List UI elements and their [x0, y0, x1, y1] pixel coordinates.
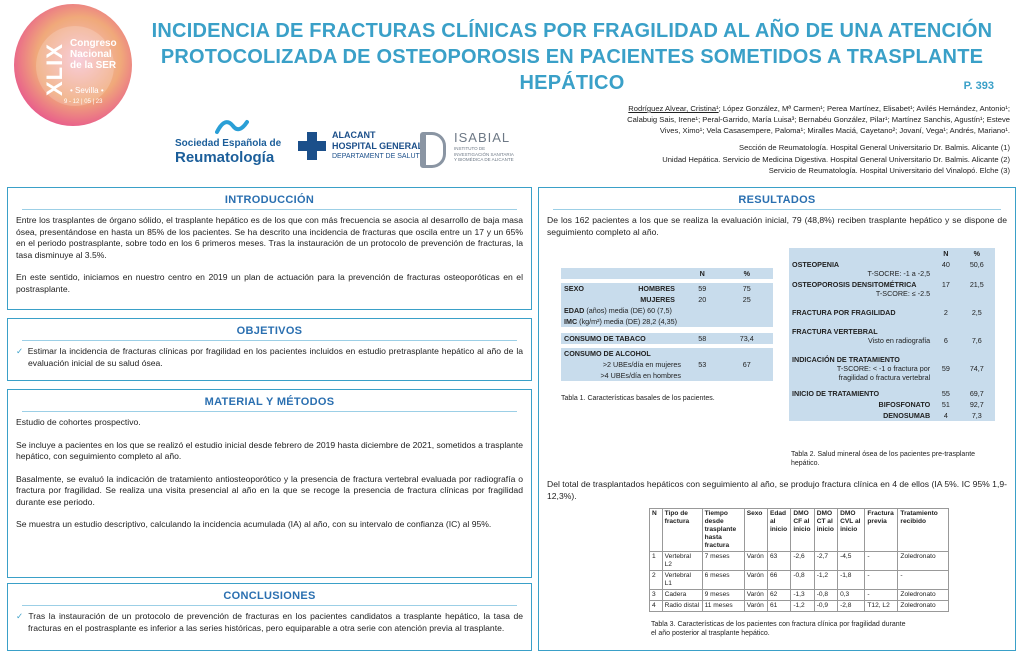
- table-row: [650, 601, 949, 612]
- osteopenia-criterion: T-SOCRE: -1 a -2,5: [867, 269, 931, 278]
- methods-paragraph-3: Basalmente, se evaluó la indicación de tratamiento antiosteoporótico y la presencia de fractura vertebral evaluada por radiografía o fractura por fragilidad. Se realiza una visita presencial al año en la que se recoge la presencia de fractura clínicas por fragilidad durante ese periodo.: [16, 473, 523, 507]
- bifos-pct: 92,7: [959, 399, 995, 410]
- checkmark-icon: ✓: [16, 346, 24, 356]
- vert-cell: [789, 326, 933, 346]
- table-header-cell: Tratamiento recibido: [898, 509, 949, 552]
- table-cell: -: [865, 552, 898, 571]
- vert-pct: 7,6: [959, 326, 995, 346]
- table-cell: -: [865, 590, 898, 601]
- results-paragraph-2: Del total de trasplantados hepáticos con seguimiento al año, se produjo fractura clínica en 4 de ellos (IA 5%. IC 95% 1,9-12,3%).: [547, 479, 1007, 501]
- osteopenia-label: OSTEOPENIA: [792, 260, 840, 269]
- methods-paragraph-1: Estudio de cohortes prospectivo.: [16, 417, 141, 427]
- table-cell: -1,2: [814, 571, 837, 590]
- table-header-cell: DMO CF al inicio: [791, 509, 814, 552]
- objectives-heading: OBJETIVOS: [236, 325, 303, 337]
- table-header-n: N: [684, 268, 721, 279]
- table3-caption-line1: Tabla 3. Características de los pacientes con fractura clínica por fragilidad durante: [651, 621, 906, 628]
- table-row: [561, 316, 773, 327]
- title-line2: PROTOCOLIZADA DE OSTEOPOROSIS EN PACIENTES SOMETIDOS A TRASPLANTE HEPÁTICO: [160, 46, 984, 94]
- edad-label: EDAD: [564, 306, 585, 315]
- table-cell: -2,6: [791, 552, 814, 571]
- table2-caption-line2: hepático.: [791, 460, 820, 467]
- table-cell: 2: [650, 571, 663, 590]
- table-cell: [561, 283, 684, 294]
- table-cell: -2,7: [814, 552, 837, 571]
- table-cell: 66: [767, 571, 790, 590]
- authors-line1-rest: ; López González, Mª Carmen¹; Perea Martínez, Elisabet¹; Avilés Hernández, Antonio¹;: [718, 104, 1010, 113]
- section-divider: [22, 411, 517, 412]
- table-header-n: N: [933, 248, 958, 259]
- frag-pct: 2,5: [959, 307, 995, 318]
- table-cell: 9 meses: [702, 590, 744, 601]
- badge-date: 9 - 12 | 05 | 23: [64, 99, 103, 105]
- table-row: [561, 370, 773, 381]
- table-row: [789, 307, 995, 318]
- alcohol-women: >2 UBEs/día en mujeres: [561, 359, 684, 370]
- poster-header: [0, 0, 1024, 176]
- osteoporosis-cell: [789, 279, 933, 299]
- ind-label: INDICACIÓN DE TRATAMIENTO: [792, 355, 900, 364]
- mujeres-label: MUJERES: [561, 294, 684, 305]
- table-header-cell: N: [650, 509, 663, 552]
- isabial-mark-icon: [420, 132, 446, 168]
- alcohol-n: 53: [684, 359, 721, 370]
- table-header-cell: Fractura previa: [865, 509, 898, 552]
- vert-criterion: Visto en radiografía: [867, 336, 931, 345]
- inicio-label: INICIO DE TRATAMIENTO: [789, 388, 933, 399]
- methods-heading: MATERIAL Y MÉTODOS: [204, 396, 335, 408]
- table-header-pct: %: [959, 248, 995, 259]
- table-cell: 61: [767, 601, 790, 612]
- isabial-name: ISABIAL: [454, 130, 511, 145]
- table2-caption-line1: Tabla 2. Salud mineral ósea de los pacientes pre-trasplante: [791, 451, 976, 458]
- table-header-cell: Edad al inicio: [767, 509, 790, 552]
- table-row: [561, 359, 773, 370]
- inicio-pct: 69,7: [959, 388, 995, 399]
- introduction-heading: INTRODUCCIÓN: [224, 194, 315, 206]
- table-cell: Varón: [744, 552, 767, 571]
- table-cell: -1,3: [791, 590, 814, 601]
- section-divider: [553, 209, 1001, 210]
- affiliation-2: Unidad Hepática. Servicio de Medicina Digestiva. Hospital General Universitario Dr. Balmis. Alicante (2): [662, 154, 1010, 164]
- table-row: [789, 410, 995, 421]
- table-cell: 3: [650, 590, 663, 601]
- introduction-paragraph-1: Entre los trasplantes de órgano sólido, el trasplante hepático es de los que con más frecuencia se asocia al desarrollo de baja masa ósea, presentándose en hasta un 85% de los pacientes. Se ha descrito una incidencia de fracturas que oscila entre un 17 y un 65% en el periodo postrasplante, sobre todo en los 6 primeros meses. Tras la instauración de un protocolo de prevención de fracturas, la tasa disminuye al 3.5%.: [16, 215, 523, 260]
- first-author: Rodríguez Alvear, Cristina¹: [628, 104, 719, 113]
- congress-badge-logo: [14, 4, 132, 126]
- sexo-label: SEXO: [564, 284, 584, 293]
- hombres-n: 59: [684, 283, 721, 294]
- table-cell: 4: [650, 601, 663, 612]
- checkmark-icon: ✓: [16, 611, 25, 621]
- ind-pct: 74,7: [959, 354, 995, 383]
- table-header-pct: %: [721, 268, 773, 279]
- table-cell: -0,8: [814, 590, 837, 601]
- table-row: [561, 348, 773, 359]
- hombres-pct: 75: [721, 283, 773, 294]
- table-cell: 7 meses: [702, 552, 744, 571]
- table-cell: -0,9: [814, 601, 837, 612]
- poster-title: [142, 18, 1002, 96]
- authors-line1: [610, 103, 1010, 114]
- hombres-label: HOMBRES: [638, 284, 675, 293]
- table-row: [789, 279, 995, 299]
- table-row: [561, 333, 773, 344]
- table-cell: -: [865, 571, 898, 590]
- table-cell: Radio distal: [662, 601, 702, 612]
- table-row: [561, 283, 773, 294]
- table-header-cell: Tipo de fractura: [662, 509, 702, 552]
- osteopenia-cell: [789, 259, 933, 279]
- ser-logo-line1: Sociedad Española de: [175, 138, 282, 149]
- introduction-section: [7, 187, 532, 310]
- table-cell: -2,8: [838, 601, 865, 612]
- frag-label: FRACTURA POR FRAGILIDAD: [789, 307, 933, 318]
- section-divider: [22, 605, 517, 606]
- table-row: [789, 326, 995, 346]
- bifos-label: BIFOSFONATO: [789, 399, 933, 410]
- table-cell: T12, L2: [865, 601, 898, 612]
- table-row: [789, 399, 995, 410]
- osteoporosis-n: 17: [933, 279, 958, 299]
- mujeres-pct: 25: [721, 294, 773, 305]
- methods-section: [7, 389, 532, 578]
- table-row: [650, 590, 949, 601]
- results-paragraph-1: De los 162 pacientes a los que se realiza la evaluación inicial, 79 (48,8%) reciben trasplante hepático y se dispone de seguimiento completo al año.: [547, 215, 1007, 237]
- affiliation-list: [610, 142, 1010, 177]
- poster-number: P. 393: [963, 80, 994, 92]
- table-cell: Cadera: [662, 590, 702, 601]
- edad-cell: [561, 305, 773, 316]
- hospital-logo-line2: HOSPITAL GENERAL: [332, 141, 424, 151]
- table-row: [650, 552, 949, 571]
- bifos-n: 51: [933, 399, 958, 410]
- deno-pct: 7,3: [959, 410, 995, 421]
- badge-line2: Nacional: [70, 49, 112, 60]
- results-section: [538, 187, 1016, 651]
- table1-caption: Tabla 1. Características basales de los pacientes.: [561, 395, 715, 402]
- section-divider: [22, 209, 517, 210]
- table-baseline-characteristics: [561, 268, 773, 381]
- alcohol-label: CONSUMO DE ALCOHOL: [561, 348, 684, 359]
- frag-n: 2: [933, 307, 958, 318]
- table-row: [561, 305, 773, 316]
- table-cell: 6 meses: [702, 571, 744, 590]
- osteoporosis-pct: 21,5: [959, 279, 995, 299]
- badge-city: • Sevilla •: [70, 86, 104, 95]
- methods-paragraph-4: Se muestra un estudio descriptivo, calculando la incidencia acumulada (IA) al año, con su intervalo de confianza (IC) al 95%.: [16, 519, 492, 529]
- objectives-item-text: Estimar la incidencia de fracturas clínicas por fragilidad en los pacientes incluidos en estudio pretrasplante hepático al año de la evaluación inicial de su salud ósea.: [27, 346, 524, 368]
- affiliation-1: Sección de Reumatología. Hospital General Universitario Dr. Balmis. Alicante (1): [739, 143, 1010, 152]
- isabial-logo: [420, 128, 520, 174]
- table-header-cell: Tiempo desde trasplante hasta fractura: [702, 509, 744, 552]
- table-cell: 63: [767, 552, 790, 571]
- hospital-cross-icon: [298, 132, 326, 160]
- affiliation-3: Servicio de Reumatología. Hospital Universitario del Vinalopó. Elche (3): [768, 166, 1010, 175]
- table-cell: -1,2: [791, 601, 814, 612]
- edad-value: (años) media (DE) 60 (7,5): [584, 306, 672, 315]
- isabial-subtitle: INSTITUTO DE INVESTIGACIÓN SANITARIA Y BIOMÉDICA DE ALICANTE: [454, 146, 514, 162]
- table3-caption-line2: el año posterior al trasplante hepático.: [651, 630, 770, 637]
- table-header-cell: DMO CVL al inicio: [838, 509, 865, 552]
- table-cell: -0,8: [791, 571, 814, 590]
- osteoporosis-label: OSTEOPOROSIS DENSITOMÉTRICA: [792, 280, 917, 289]
- table-cell: Varón: [744, 590, 767, 601]
- imc-value: (kg/m²) media (DE) 28,2 (4,35): [577, 317, 678, 326]
- table-header-row: [650, 509, 949, 552]
- table-cell: 1: [650, 552, 663, 571]
- results-heading: RESULTADOS: [738, 194, 816, 206]
- deno-label: DENOSUMAB: [789, 410, 933, 421]
- table-row: [789, 388, 995, 399]
- authors-line3: Vives, Ximo¹; Vela Casasempere, Paloma¹; Miralles Maciá, Cayetano²; Jovaní, Vega¹; Andrés, Mariano¹.: [659, 126, 1010, 135]
- badge-line1: Congreso: [70, 38, 117, 49]
- table-cell: Vertebral L1: [662, 571, 702, 590]
- imc-cell: [561, 316, 773, 327]
- title-line1: INCIDENCIA DE FRACTURAS CLÍNICAS POR FRAGILIDAD AL AÑO DE UNA ATENCIÓN: [151, 20, 993, 42]
- introduction-paragraph-2: En este sentido, iniciamos en nuestro centro en 2019 un plan de actuación para la prevención de fracturas osteoporóticas en el postrasplante.: [16, 272, 523, 294]
- authors-line2: Calabuig Sais, Irene¹; Peral-Garrido, María Luisa³; Bernabéu González, Pilar¹; Martínez Sanchis, Agustín¹; Esteve: [627, 115, 1010, 124]
- table3-caption: [651, 620, 905, 638]
- deno-n: 4: [933, 410, 958, 421]
- table-cell: -4,5: [838, 552, 865, 571]
- vert-label: FRACTURA VERTEBRAL: [792, 327, 878, 336]
- table-bone-health: [789, 248, 995, 421]
- conclusions-item: [16, 611, 523, 634]
- table-row: [650, 571, 949, 590]
- hospital-logo: [298, 130, 424, 170]
- table-cell: 11 meses: [702, 601, 744, 612]
- ser-logo-line2: Reumatología: [175, 149, 275, 166]
- conclusions-item-text: Tras la instauración de un protocolo de prevención de fracturas en los pacientes candidatos a trasplante hepático, la tasa de fracturas en el postrasplante es inferior a las series históricas, pero equiparable a otra serie con atención previa al trasplante.: [28, 611, 524, 633]
- table-row: [789, 248, 995, 259]
- osteopenia-n: 40: [933, 259, 958, 279]
- osteoporosis-criterion: T-SCORE: ≤ -2.5: [875, 289, 931, 298]
- conclusions-heading: CONCLUSIONES: [223, 590, 316, 602]
- tabaco-n: 58: [684, 333, 721, 344]
- table-cell: Zoledronato: [898, 590, 949, 601]
- hospital-logo-line3: DEPARTAMENT DE SALUT: [332, 153, 420, 160]
- mujeres-n: 20: [684, 294, 721, 305]
- section-divider: [22, 340, 517, 341]
- badge-numeral: XLIX: [42, 43, 67, 96]
- table-row: [789, 354, 995, 383]
- alcohol-men: >4 UBEs/día en hombres: [561, 370, 684, 381]
- table-cell: 0,3: [838, 590, 865, 601]
- conclusions-section: [7, 583, 532, 651]
- ind-n: 59: [933, 354, 958, 383]
- ind-criterion-1: T-SCORE: < -1 o fractura por: [836, 364, 931, 373]
- objectives-section: [7, 318, 532, 381]
- imc-label: IMC: [564, 317, 578, 326]
- table2-caption: [791, 450, 975, 468]
- table-cell: -: [898, 571, 949, 590]
- table-cell: Varón: [744, 571, 767, 590]
- hospital-logo-line1: ALACANT: [332, 130, 376, 140]
- objectives-item: [16, 346, 523, 369]
- table-cell: Vertebral L2: [662, 552, 702, 571]
- ind-cell: [789, 354, 933, 383]
- table-cell: -1,8: [838, 571, 865, 590]
- table-cell: Zoledronato: [898, 601, 949, 612]
- ser-logo: [175, 118, 293, 172]
- table-row: [789, 259, 995, 279]
- tabaco-label: CONSUMO DE TABACO: [561, 333, 684, 344]
- badge-text: [70, 38, 117, 71]
- table-cell: Varón: [744, 601, 767, 612]
- methods-paragraph-2: Se incluye a pacientes en los que se realizó el estudio inicial desde febrero de 2019 hasta diciembre de 2021, sometidos a trasplante hepático, con seguimiento completo al año.: [16, 439, 523, 461]
- vert-n: 6: [933, 326, 958, 346]
- ind-criterion-2: fragilidad o fractura vertebral: [838, 373, 931, 382]
- table-cell: Zoledronato: [898, 552, 949, 571]
- author-list: [610, 103, 1010, 136]
- table-fracture-patients: [649, 508, 949, 612]
- table-header-cell: DMO CT al inicio: [814, 509, 837, 552]
- osteopenia-pct: 50,6: [959, 259, 995, 279]
- table-header-cell: Sexo: [744, 509, 767, 552]
- alcohol-pct: 67: [721, 359, 773, 370]
- table-row: [561, 294, 773, 305]
- inicio-n: 55: [933, 388, 958, 399]
- badge-line3: de la SER: [70, 60, 117, 71]
- table-cell: 62: [767, 590, 790, 601]
- table-row: [561, 268, 773, 279]
- tabaco-pct: 73,4: [721, 333, 773, 344]
